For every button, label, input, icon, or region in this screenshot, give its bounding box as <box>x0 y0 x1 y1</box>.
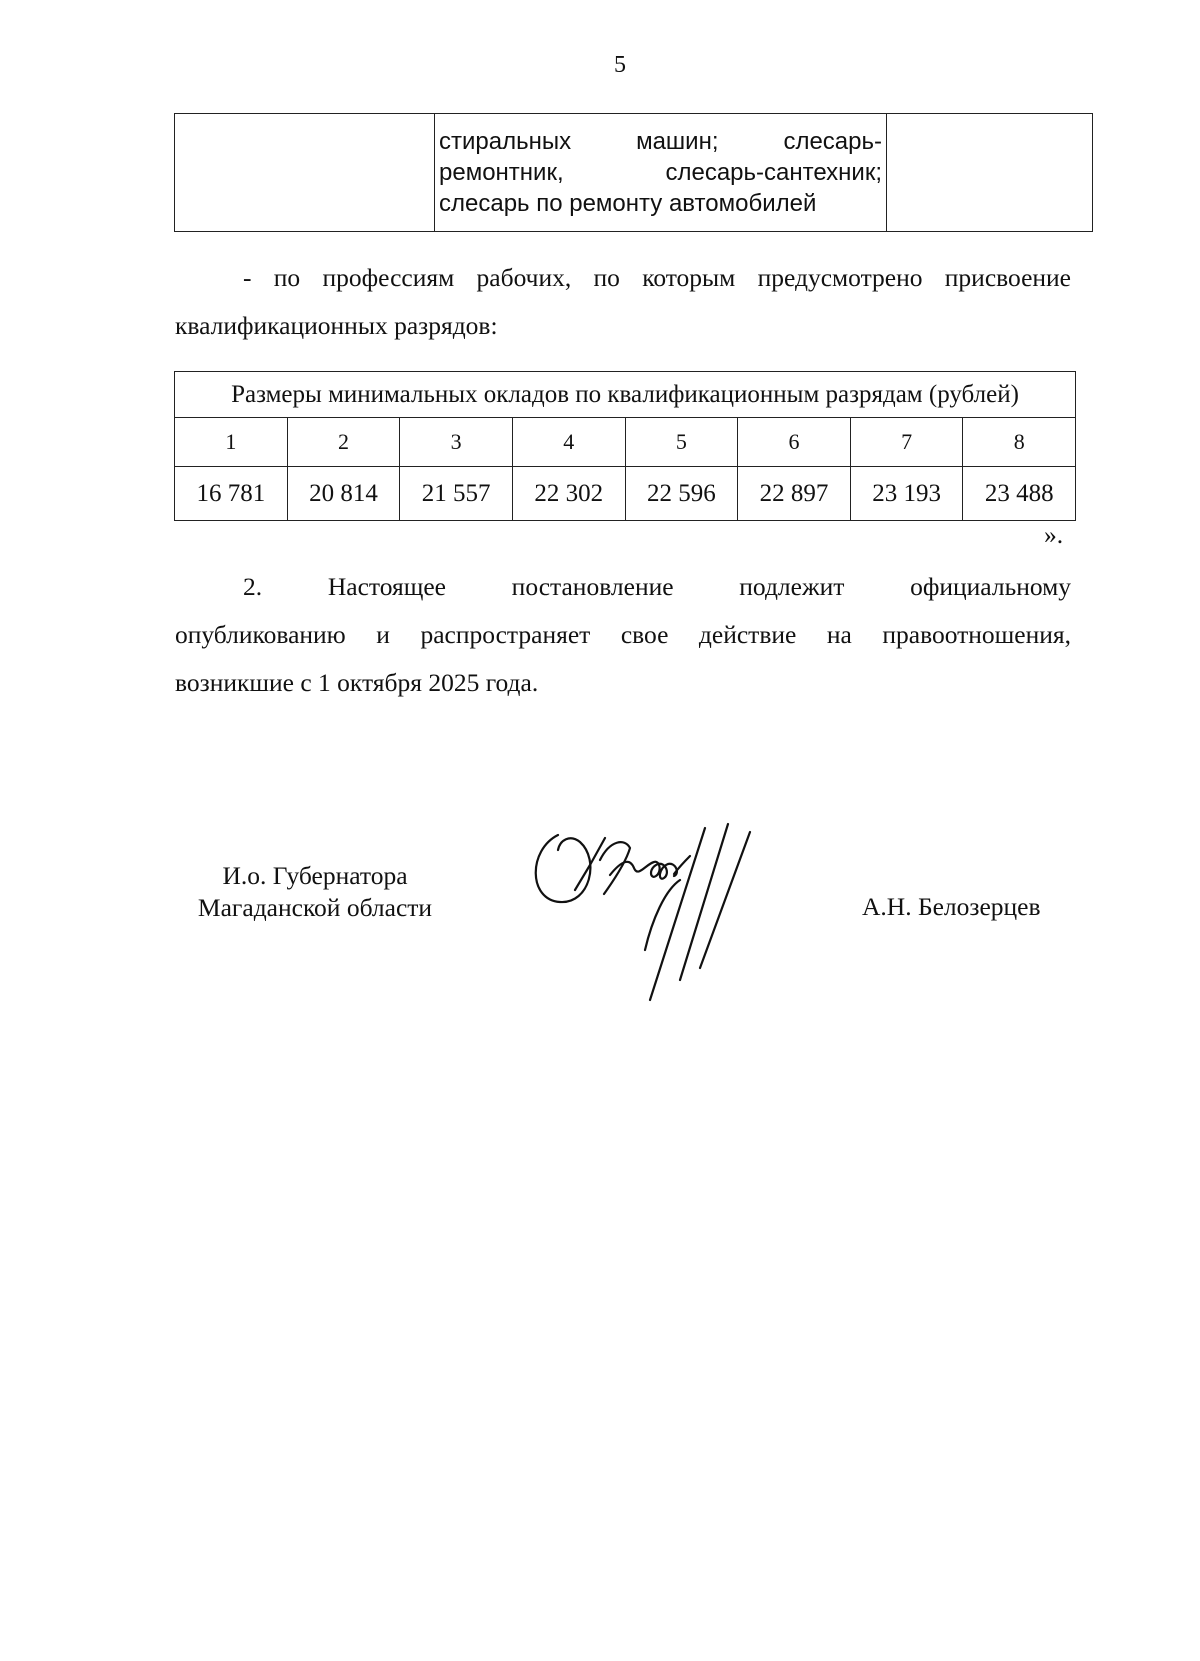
table-header-cell: Размеры минимальных окладов по квалификационным разрядам (рублей) <box>175 372 1076 418</box>
salary-value-cell: 23 193 <box>850 467 963 521</box>
signatory-region: Магаданской области <box>197 893 433 922</box>
grade-cell: 8 <box>963 418 1076 467</box>
table-cell-empty-right <box>887 114 1093 232</box>
signatory-position: И.о. Губернатора <box>222 861 408 890</box>
handwritten-signature <box>530 820 790 1010</box>
closing-quote: ». <box>1044 520 1064 549</box>
grade-cell: 1 <box>175 418 288 467</box>
table-cell-empty-left <box>175 114 435 232</box>
signatory-title <box>180 860 450 924</box>
salary-value-cell: 22 302 <box>512 467 625 521</box>
grades-row <box>175 418 1076 467</box>
intro-paragraph <box>175 254 1071 350</box>
paragraph-line: - по профессиям рабочих, по которым предусмотрено присвоение <box>243 263 1071 292</box>
grade-cell: 6 <box>738 418 851 467</box>
values-row <box>175 467 1076 521</box>
grade-cell: 2 <box>287 418 400 467</box>
salary-value-cell: 16 781 <box>175 467 288 521</box>
professions-line: стиральных машин; слесарь- <box>439 128 882 155</box>
salary-value-cell: 22 596 <box>625 467 738 521</box>
salary-value-cell: 21 557 <box>400 467 513 521</box>
salary-table <box>174 371 1076 521</box>
continuation-table <box>174 113 1093 232</box>
paragraph-line: возникшие с 1 октября 2025 года. <box>175 668 539 697</box>
clause-2-paragraph <box>175 563 1071 707</box>
signatory-name: А.Н. Белозерцев <box>862 892 1041 921</box>
grade-cell: 7 <box>850 418 963 467</box>
salary-value-cell: 23 488 <box>963 467 1076 521</box>
salary-value-cell: 20 814 <box>287 467 400 521</box>
paragraph-line: квалификационных разрядов: <box>175 311 498 340</box>
professions-line: слесарь по ремонту автомобилей <box>439 190 817 217</box>
table-cell-professions <box>435 114 887 232</box>
professions-line: ремонтник, слесарь-сантехник; <box>439 159 882 186</box>
grade-cell: 4 <box>512 418 625 467</box>
paragraph-line: 2. Настоящее постановление подлежит официальному <box>243 572 1071 601</box>
page-number: 5 <box>614 52 626 78</box>
salary-value-cell: 22 897 <box>738 467 851 521</box>
grade-cell: 3 <box>400 418 513 467</box>
table-header-row <box>175 372 1076 418</box>
table-row <box>175 114 1093 232</box>
paragraph-line: опубликованию и распространяет свое действие на правоотношения, <box>175 620 1071 649</box>
grade-cell: 5 <box>625 418 738 467</box>
